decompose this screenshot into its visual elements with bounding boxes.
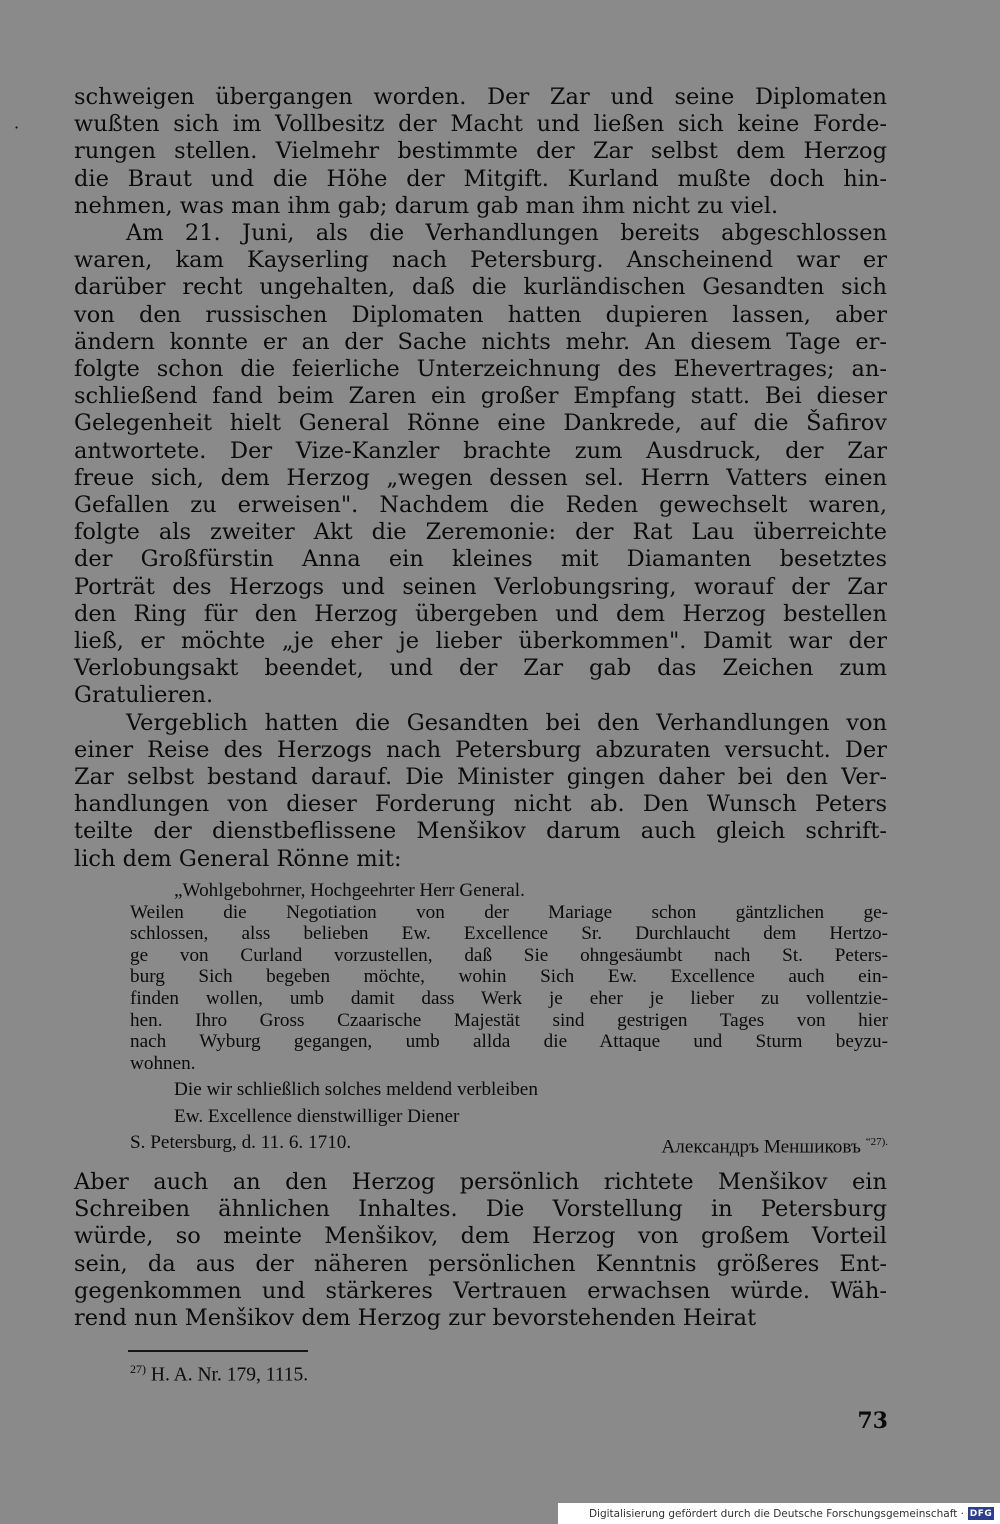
page-number: 73 bbox=[857, 1408, 888, 1434]
text-line: rungen stellen. Vielmehr bestimmte der Zar selbst dem Herzog bbox=[74, 138, 887, 165]
text-line: gegenkommen und stärkeres Vertrauen erwachsen würde. Wäh- bbox=[74, 1277, 887, 1304]
text-line: lich dem General Rönne mit: bbox=[74, 845, 402, 872]
letter-line: Weilen die Negotiation von der Mariage schon gäntzlichen ge- bbox=[130, 901, 888, 923]
letter-place-date: S. Petersburg, d. 11. 6. 1710. bbox=[130, 1131, 352, 1153]
letter-line: nach Wyburg gegangen, umb allda die Attaque und Sturm beyzu- bbox=[130, 1031, 888, 1053]
text-line: Porträt des Herzogs und seinen Verlobungsring, worauf der Zar bbox=[74, 573, 887, 600]
text-line: von den russischen Diplomaten hatten dupieren lassen, aber bbox=[74, 301, 887, 328]
text-line: freue sich, dem Herzog „wegen dessen sel. Herrn Vatters einen bbox=[74, 464, 887, 491]
text-line: folgte als zweiter Akt die Zeremonie: der Rat Lau überreichte bbox=[74, 519, 887, 546]
text-line: schließend fand beim Zaren ein großer Empfang statt. Bei dieser bbox=[74, 383, 887, 410]
footnote-mark: 27) bbox=[130, 1362, 146, 1376]
footnote-rule bbox=[128, 1350, 308, 1352]
letter-line: ge von Curland vorzustellen, daß Sie ohngesäumbt nach St. Peters- bbox=[130, 944, 888, 966]
text-line: ändern konnte er an der Sache nichts mehr. An diesem Tage er- bbox=[74, 328, 887, 355]
text-line: die Braut und die Höhe der Mitgift. Kurland mußte doch hin- bbox=[74, 165, 887, 192]
text-line: sein, da aus der näheren persönlichen Kenntnis größeres Ent- bbox=[74, 1250, 887, 1277]
text-line: Gefallen zu erweisen". Nachdem die Reden gewechselt waren, bbox=[74, 492, 887, 519]
letter-line: schlossen, alss belieben Ew. Excellence Sr. Durchlaucht dem Hertzo- bbox=[130, 923, 888, 945]
text-line: handlungen von dieser Forderung nicht ab. Den Wunsch Peters bbox=[74, 791, 887, 818]
text-line: schweigen übergangen worden. Der Zar und seine Diplomaten bbox=[74, 84, 887, 110]
text-line: Am 21. Juni, als die Verhandlungen bereits abgeschlossen bbox=[126, 220, 887, 247]
text-line: folgte schon die feierliche Unterzeichnung des Ehevertrages; an- bbox=[74, 356, 887, 383]
text-line: Zar selbst bestand darauf. Die Minister gingen daher bei den Ver- bbox=[74, 764, 887, 791]
text-line: darüber recht ungehalten, daß die kurländischen Gesandten sich bbox=[74, 274, 887, 301]
paragraph bbox=[74, 84, 887, 220]
text-line: wußten sich im Vollbesitz der Macht und ließen sich keine Forde- bbox=[74, 111, 887, 138]
text-line: einer Reise des Herzogs nach Petersburg abzuraten versucht. Der bbox=[74, 736, 887, 763]
stray-mark: · bbox=[14, 118, 20, 137]
text-line: der Großfürstin Anna ein kleines mit Diamanten besetztes bbox=[74, 546, 887, 573]
text-line: ließ, er möchte „je eher je lieber überkommen". Damit war der bbox=[74, 628, 887, 655]
text-line: Gratulieren. bbox=[74, 682, 214, 709]
digitization-credit bbox=[558, 1503, 1000, 1524]
text-line: Verlobungsakt beendet, und der Zar gab das Zeichen zum bbox=[74, 655, 887, 682]
text-line: würde, so meinte Menšikov, dem Herzog von großem Vorteil bbox=[74, 1223, 887, 1250]
text-line: den Ring für den Herzog übergeben und dem Herzog bestellen bbox=[74, 600, 887, 627]
quoted-letter bbox=[130, 880, 888, 1158]
text-line: Schreiben ähnlichen Inhaltes. Die Vorstellung in Petersburg bbox=[74, 1196, 887, 1223]
letter-closing-1: Die wir schließlich solches meldend verbleiben bbox=[174, 1079, 538, 1101]
text-line: antwortete. Der Vize-Kanzler brachte zum Ausdruck, der Zar bbox=[74, 437, 887, 464]
letter-line: burg Sich begeben möchte, wohin Sich Ew. Excellence auch ein- bbox=[130, 966, 888, 988]
credit-text: Digitalisierung gefördert durch die Deutsche Forschungsgemeinschaft · bbox=[588, 1507, 964, 1520]
paragraph bbox=[74, 1169, 887, 1332]
paragraph bbox=[74, 220, 887, 710]
paragraph bbox=[74, 710, 887, 873]
letter-line: finden wollen, umb damit dass Werk je eher je lieber zu vollentzie- bbox=[130, 987, 888, 1009]
body-text-top bbox=[74, 84, 887, 873]
signature-footnote-mark: “27). bbox=[865, 1135, 888, 1148]
dfg-logo: DFG bbox=[969, 1508, 993, 1519]
letter-signature bbox=[661, 1132, 888, 1158]
text-line: nehmen, was man ihm gab; darum gab man ihm nicht zu viel. bbox=[74, 192, 779, 219]
letter-body bbox=[130, 902, 888, 1075]
letter-line: hen. Ihro Gross Czaarische Majestät sind gestrigen Tages von hier bbox=[130, 1009, 888, 1031]
text-line: Vergeblich hatten die Gesandten bei den Verhandlungen von bbox=[126, 709, 887, 736]
letter-line: wohnen. bbox=[130, 1052, 196, 1074]
letter-salutation: „Wohlgebohrner, Hochgeehrter Herr General. bbox=[174, 880, 525, 901]
signature-name: Александръ Меншиковъ bbox=[661, 1135, 861, 1157]
text-line: rend nun Menšikov dem Herzog zur bevorstehenden Heirat bbox=[74, 1305, 757, 1332]
letter-closing-2: Ew. Excellence dienstwilliger Diener bbox=[174, 1105, 460, 1127]
text-line: Aber auch an den Herzog persönlich richtete Menšikov ein bbox=[74, 1169, 887, 1195]
footnote bbox=[130, 1362, 308, 1387]
text-line: waren, kam Kayserling nach Petersburg. Anscheinend war er bbox=[74, 247, 887, 274]
body-text-bottom bbox=[74, 1169, 887, 1332]
text-line: teilte der dienstbeflissene Menšikov darum auch gleich schrift- bbox=[74, 818, 887, 845]
text-line: Gelegenheit hielt General Rönne eine Dankrede, auf die Šafirov bbox=[74, 410, 887, 437]
footnote-text: H. A. Nr. 179, 1115. bbox=[150, 1364, 309, 1386]
letter-signature-row bbox=[130, 1132, 888, 1158]
